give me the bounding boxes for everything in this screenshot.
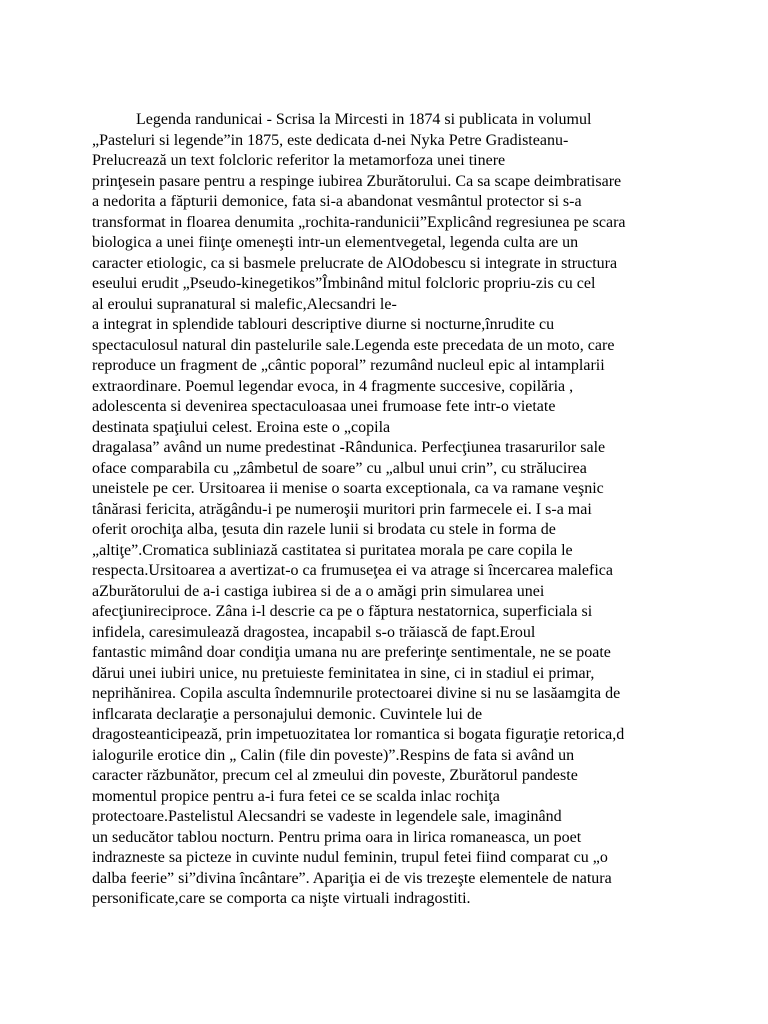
text-line: momentul propice pentru a-i fura fetei ce se scalda inlac rochiţa bbox=[92, 787, 500, 805]
text-line: Legenda randunicai - Scrisa la Mircesti in 1874 si publicata in volumul bbox=[136, 111, 592, 128]
text-line: oferit orochiţa alba, ţesuta din razele lunii si brodata cu stele in forma de bbox=[92, 521, 556, 538]
text-line: a integrat in splendide tablouri descriptive diurne si nocturne,înrudite cu bbox=[92, 316, 555, 333]
text-line: biologica a unei fiinţe omeneşti intr-un elementvegetal, legenda culta are un bbox=[92, 234, 579, 251]
text-line: infidela, caresimulează dragostea, incapabil s-o trăiască de fapt.Eroul bbox=[92, 623, 536, 641]
text-line: inflcarata declaraţie a personajului demonic. Cuvintele lui de bbox=[92, 705, 483, 723]
text-line: personificate,care se comporta ca nişte virtuali indragostiti. bbox=[92, 890, 471, 907]
text-line: afecţiunireciproce. Zâna i-l descrie ca pe o făptura nestatornica, superficiala si bbox=[92, 603, 593, 620]
text-line: dalba feerie” si”divina încântare”. Apariţia ei de vis trezeşte elementele de natura bbox=[92, 869, 612, 887]
text-line: prinţesein pasare pentru a respinge iubirea Zburătorului. Ca sa scape deimbratisare bbox=[92, 172, 622, 190]
text-line: „altiţe”.Cromatica subliniază castitatea si puritatea morala pe care copila le bbox=[92, 541, 573, 559]
text-line: uneistele pe cer. Ursitoarea ii menise o soarta exceptionala, ca va ramane veşnic bbox=[92, 480, 604, 497]
text-line: aZburătorului de a-i castiga iubirea si de a o amăgi prin simularea unei bbox=[92, 582, 545, 600]
text-line: dărui unei iubiri unice, nu pretuieste feminitatea in sine, ci in stadiul ei primar, bbox=[92, 664, 595, 682]
text-line: caracter răzbunător, precum cel al zmeului din poveste, Zburătorul pandeste bbox=[92, 767, 578, 784]
text-line: un seducător tablou nocturn. Pentru prima oara in lirica romaneasca, un poet bbox=[92, 828, 582, 846]
text-line: „Pasteluri si legende”in 1875, este dedicata d-nei Nyka Petre Gradisteanu- bbox=[92, 131, 569, 149]
text-line: dragosteanticipează, prin impetuozitatea lor romantica si bogata figuraţie retorica,d bbox=[92, 726, 625, 743]
text-line: spectaculosul natural din pastelurile sale.Legenda este precedata de un moto, care bbox=[92, 336, 615, 354]
text-line: neprihănirea. Copila asculta îndemnurile protectoarei divine si nu se lasăamgita de bbox=[92, 685, 621, 702]
text-line: ialogurile erotice din „ Calin (file din poveste)”.Respins de fata si având un bbox=[92, 746, 575, 764]
text-line: destinata spaţiului celest. Eroina este o „copila bbox=[92, 418, 391, 436]
text-line: indrazneste sa picteze in cuvinte nudul feminin, trupul fetei fiind comparat cu „o bbox=[92, 849, 608, 866]
text-line: oface comparabila cu „zâmbetul de soare” cu „albul unui crin”, cu strălucirea bbox=[92, 459, 587, 477]
text-line: adolescenta si devenirea spectaculoasaa unei frumoase fete intr-o vietate bbox=[92, 398, 556, 415]
text-line: respecta.Ursitoarea a avertizat-o ca frumuseţea ei va atrage si încercarea malefica bbox=[92, 562, 613, 579]
text-line: dragalasa” având un nume predestinat -Rândunica. Perfecţiunea trasarurilor sale bbox=[92, 439, 606, 456]
text-line: reproduce un fragment de „cântic poporal” rezumând nucleul epic al intamplarii bbox=[92, 357, 605, 374]
text-line: extraordinare. Poemul legendar evoca, in 4 fragmente succesive, copilăria , bbox=[92, 377, 574, 395]
text-line: transformat in floarea denumita „rochita-randunicii”Explicând regresiunea pe scara bbox=[92, 213, 626, 231]
text-line: a nedorita a făpturii demonice, fata si-a abandonat vesmântul protector si s-a bbox=[92, 193, 582, 210]
text-line: Prelucrează un text folcloric referitor la metamorfoza unei tinere bbox=[92, 152, 506, 169]
text-line: tânărasi fericita, atrăgându-i pe numeroşii muritori prin farmecele ei. I s-a mai bbox=[92, 500, 592, 518]
text-line: eseului erudit „Pseudo-kinegetikos”Îmbinând mitul folcloric propriu-zis cu cel bbox=[92, 275, 596, 292]
text-line: caracter etiologic, ca si basmele prelucrate de AlOdobescu si integrate in structura bbox=[92, 254, 618, 272]
text-line: fantastic mimând doar condiţia umana nu are preferinţe sentimentale, ne se poate bbox=[92, 644, 611, 661]
text-line: al eroului supranatural si malefic,Alecsandri le- bbox=[92, 295, 397, 313]
text-line: protectoare.Pastelistul Alecsandri se vadeste in legendele sale, imaginând bbox=[92, 808, 562, 825]
